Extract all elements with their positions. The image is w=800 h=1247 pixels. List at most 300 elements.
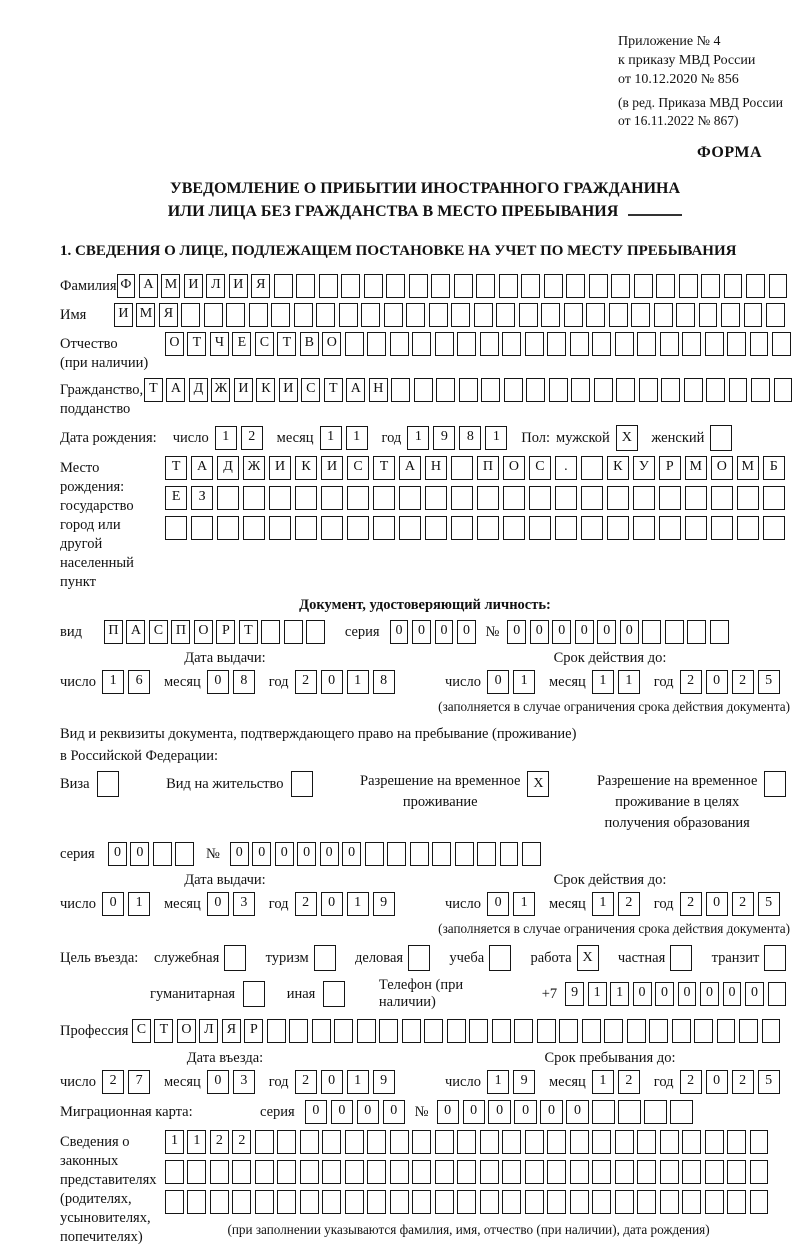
char-box[interactable] <box>365 842 384 866</box>
representatives-row-2[interactable] <box>165 1160 772 1184</box>
char-box[interactable]: Ж <box>211 378 230 402</box>
char-box[interactable] <box>316 303 335 327</box>
char-box[interactable]: М <box>685 456 707 480</box>
char-box[interactable]: И <box>269 456 291 480</box>
char-box[interactable]: Ж <box>243 456 265 480</box>
char-box[interactable]: 0 <box>331 1100 353 1124</box>
char-box[interactable]: Я <box>251 274 270 298</box>
char-box[interactable] <box>165 1160 184 1184</box>
char-box[interactable] <box>672 1019 691 1043</box>
char-box[interactable] <box>277 1190 296 1214</box>
profession-input[interactable] <box>132 1019 784 1043</box>
char-box[interactable] <box>345 332 364 356</box>
char-box[interactable] <box>631 303 650 327</box>
char-box[interactable]: 0 <box>463 1100 485 1124</box>
char-box[interactable]: Н <box>425 456 447 480</box>
char-box[interactable] <box>637 1190 656 1214</box>
char-box[interactable] <box>210 1190 229 1214</box>
char-box[interactable]: Ч <box>210 332 229 356</box>
char-box[interactable] <box>503 516 525 540</box>
char-box[interactable] <box>502 1190 521 1214</box>
char-box[interactable]: И <box>321 456 343 480</box>
char-box[interactable]: 1 <box>487 1070 509 1094</box>
char-box[interactable] <box>633 486 655 510</box>
char-box[interactable] <box>489 945 511 971</box>
char-box[interactable]: 0 <box>230 842 249 866</box>
char-box[interactable] <box>694 1019 713 1043</box>
mc-number-input[interactable] <box>437 1100 697 1124</box>
char-box[interactable] <box>502 1160 521 1184</box>
char-box[interactable] <box>390 332 409 356</box>
char-box[interactable] <box>639 378 658 402</box>
visa-checkbox[interactable] <box>97 771 123 797</box>
char-box[interactable]: 0 <box>207 892 229 916</box>
char-box[interactable] <box>435 1130 454 1154</box>
char-box[interactable] <box>435 332 454 356</box>
char-box[interactable]: 0 <box>514 1100 536 1124</box>
entry-day-input[interactable] <box>102 1070 154 1094</box>
char-box[interactable]: 0 <box>297 842 316 866</box>
char-box[interactable] <box>424 1019 443 1043</box>
business-checkbox[interactable] <box>408 945 434 971</box>
char-box[interactable] <box>269 516 291 540</box>
char-box[interactable] <box>570 1160 589 1184</box>
char-box[interactable]: 3 <box>233 892 255 916</box>
char-box[interactable] <box>384 303 403 327</box>
char-box[interactable]: 0 <box>745 982 764 1006</box>
doc-number-input[interactable] <box>507 620 732 644</box>
char-box[interactable] <box>210 1160 229 1184</box>
char-box[interactable]: 0 <box>321 670 343 694</box>
char-box[interactable]: П <box>104 620 123 644</box>
char-box[interactable] <box>412 1130 431 1154</box>
char-box[interactable] <box>319 274 338 298</box>
char-box[interactable]: 2 <box>295 892 317 916</box>
char-box[interactable]: 0 <box>706 670 728 694</box>
char-box[interactable] <box>559 1019 578 1043</box>
char-box[interactable] <box>451 303 470 327</box>
char-box[interactable] <box>476 274 495 298</box>
char-box[interactable] <box>615 1190 634 1214</box>
char-box[interactable] <box>295 486 317 510</box>
char-box[interactable]: 2 <box>732 670 754 694</box>
char-box[interactable]: 1 <box>592 1070 614 1094</box>
char-box[interactable]: 1 <box>618 670 640 694</box>
char-box[interactable] <box>592 1100 614 1124</box>
char-box[interactable]: А <box>166 378 185 402</box>
char-box[interactable] <box>727 1160 746 1184</box>
char-box[interactable]: 2 <box>295 1070 317 1094</box>
char-box[interactable] <box>477 842 496 866</box>
char-box[interactable] <box>547 1160 566 1184</box>
char-box[interactable] <box>323 981 345 1007</box>
char-box[interactable]: 0 <box>530 620 549 644</box>
char-box[interactable] <box>481 378 500 402</box>
doc-kind-input[interactable] <box>104 620 329 644</box>
char-box[interactable]: X <box>527 771 549 797</box>
char-box[interactable] <box>502 332 521 356</box>
char-box[interactable] <box>314 945 336 971</box>
char-box[interactable]: 1 <box>347 892 369 916</box>
char-box[interactable] <box>217 486 239 510</box>
char-box[interactable] <box>744 303 763 327</box>
entry-year-input[interactable] <box>295 1070 399 1094</box>
char-box[interactable]: 0 <box>435 620 454 644</box>
char-box[interactable]: 1 <box>347 1070 369 1094</box>
char-box[interactable] <box>586 303 605 327</box>
char-box[interactable] <box>226 303 245 327</box>
char-box[interactable]: 0 <box>488 1100 510 1124</box>
char-box[interactable]: О <box>177 1019 196 1043</box>
char-box[interactable] <box>480 1160 499 1184</box>
birth-year-input[interactable] <box>407 426 511 450</box>
char-box[interactable] <box>165 516 187 540</box>
char-box[interactable] <box>412 332 431 356</box>
char-box[interactable] <box>436 378 455 402</box>
char-box[interactable] <box>592 1160 611 1184</box>
char-box[interactable]: О <box>503 456 525 480</box>
char-box[interactable] <box>670 945 692 971</box>
char-box[interactable]: З <box>191 486 213 510</box>
char-box[interactable] <box>649 1019 668 1043</box>
char-box[interactable] <box>665 620 684 644</box>
res-issue-day-input[interactable] <box>102 892 154 916</box>
char-box[interactable]: И <box>114 303 133 327</box>
char-box[interactable]: И <box>279 378 298 402</box>
char-box[interactable]: Н <box>369 378 388 402</box>
char-box[interactable]: П <box>171 620 190 644</box>
char-box[interactable] <box>682 1130 701 1154</box>
char-box[interactable]: К <box>607 456 629 480</box>
char-box[interactable] <box>570 1130 589 1154</box>
char-box[interactable] <box>347 516 369 540</box>
char-box[interactable] <box>165 1190 184 1214</box>
char-box[interactable]: 1 <box>610 982 629 1006</box>
char-box[interactable]: Д <box>189 378 208 402</box>
char-box[interactable]: 0 <box>320 842 339 866</box>
char-box[interactable] <box>321 516 343 540</box>
char-box[interactable] <box>300 1190 319 1214</box>
char-box[interactable] <box>399 516 421 540</box>
phone-input[interactable] <box>565 982 790 1006</box>
char-box[interactable] <box>592 1190 611 1214</box>
char-box[interactable] <box>582 1019 601 1043</box>
char-box[interactable]: 0 <box>342 842 361 866</box>
char-box[interactable] <box>255 1190 274 1214</box>
char-box[interactable] <box>277 1130 296 1154</box>
char-box[interactable] <box>705 1130 724 1154</box>
char-box[interactable] <box>271 303 290 327</box>
char-box[interactable] <box>243 486 265 510</box>
char-box[interactable]: С <box>301 378 320 402</box>
char-box[interactable] <box>496 303 515 327</box>
char-box[interactable] <box>607 516 629 540</box>
edu-permit-checkbox[interactable] <box>764 771 790 797</box>
citizenship-input[interactable] <box>144 378 796 402</box>
char-box[interactable]: О <box>322 332 341 356</box>
char-box[interactable]: А <box>399 456 421 480</box>
char-box[interactable]: Т <box>239 620 258 644</box>
char-box[interactable]: А <box>139 274 158 298</box>
char-box[interactable] <box>710 620 729 644</box>
char-box[interactable]: 0 <box>357 1100 379 1124</box>
char-box[interactable] <box>656 274 675 298</box>
char-box[interactable] <box>529 486 551 510</box>
char-box[interactable] <box>660 332 679 356</box>
char-box[interactable] <box>679 274 698 298</box>
char-box[interactable] <box>457 1130 476 1154</box>
char-box[interactable]: 1 <box>165 1130 184 1154</box>
char-box[interactable] <box>547 1190 566 1214</box>
char-box[interactable] <box>570 332 589 356</box>
char-box[interactable]: Р <box>244 1019 263 1043</box>
char-box[interactable]: 0 <box>130 842 149 866</box>
char-box[interactable] <box>682 1160 701 1184</box>
char-box[interactable] <box>341 274 360 298</box>
char-box[interactable] <box>451 516 473 540</box>
char-box[interactable] <box>705 1160 724 1184</box>
char-box[interactable] <box>425 486 447 510</box>
stay-month-input[interactable] <box>592 1070 644 1094</box>
char-box[interactable] <box>684 378 703 402</box>
char-box[interactable] <box>249 303 268 327</box>
char-box[interactable]: 9 <box>373 892 395 916</box>
char-box[interactable]: 1 <box>485 426 507 450</box>
char-box[interactable] <box>402 1019 421 1043</box>
char-box[interactable]: М <box>136 303 155 327</box>
char-box[interactable]: 2 <box>241 426 263 450</box>
char-box[interactable] <box>457 1160 476 1184</box>
char-box[interactable] <box>727 1190 746 1214</box>
char-box[interactable] <box>300 1130 319 1154</box>
char-box[interactable] <box>529 516 551 540</box>
char-box[interactable] <box>642 620 661 644</box>
char-box[interactable]: 9 <box>565 982 584 1006</box>
sex-male-checkbox[interactable] <box>616 425 642 451</box>
char-box[interactable] <box>751 378 770 402</box>
char-box[interactable]: 9 <box>513 1070 535 1094</box>
char-box[interactable]: 0 <box>552 620 571 644</box>
char-box[interactable]: 0 <box>305 1100 327 1124</box>
char-box[interactable] <box>750 1130 769 1154</box>
entry-month-input[interactable] <box>207 1070 259 1094</box>
char-box[interactable] <box>284 620 303 644</box>
char-box[interactable] <box>521 274 540 298</box>
char-box[interactable] <box>261 620 280 644</box>
char-box[interactable] <box>682 332 701 356</box>
char-box[interactable] <box>204 303 223 327</box>
char-box[interactable]: 0 <box>487 670 509 694</box>
char-box[interactable] <box>409 274 428 298</box>
char-box[interactable] <box>519 303 538 327</box>
char-box[interactable] <box>525 1160 544 1184</box>
char-box[interactable] <box>589 274 608 298</box>
char-box[interactable] <box>699 303 718 327</box>
char-box[interactable] <box>432 842 451 866</box>
char-box[interactable] <box>727 332 746 356</box>
char-box[interactable] <box>451 456 473 480</box>
char-box[interactable] <box>296 274 315 298</box>
char-box[interactable]: 0 <box>706 892 728 916</box>
char-box[interactable] <box>390 1130 409 1154</box>
char-box[interactable] <box>357 1019 376 1043</box>
char-box[interactable] <box>361 303 380 327</box>
study-checkbox[interactable] <box>489 945 515 971</box>
char-box[interactable] <box>255 1160 274 1184</box>
char-box[interactable]: С <box>132 1019 151 1043</box>
char-box[interactable] <box>615 1130 634 1154</box>
char-box[interactable]: X <box>577 945 599 971</box>
birth-place-row-2[interactable] <box>165 486 789 510</box>
char-box[interactable] <box>705 332 724 356</box>
char-box[interactable]: О <box>711 456 733 480</box>
issue-year-input[interactable] <box>295 670 399 694</box>
char-box[interactable] <box>676 303 695 327</box>
char-box[interactable] <box>321 486 343 510</box>
char-box[interactable] <box>435 1160 454 1184</box>
char-box[interactable]: Р <box>659 456 681 480</box>
char-box[interactable] <box>477 486 499 510</box>
char-box[interactable] <box>644 1100 666 1124</box>
char-box[interactable]: Т <box>144 378 163 402</box>
char-box[interactable] <box>547 332 566 356</box>
char-box[interactable]: О <box>165 332 184 356</box>
char-box[interactable] <box>502 1130 521 1154</box>
char-box[interactable] <box>705 1190 724 1214</box>
char-box[interactable]: 2 <box>680 892 702 916</box>
char-box[interactable] <box>710 425 732 451</box>
char-box[interactable] <box>408 945 430 971</box>
char-box[interactable] <box>763 486 785 510</box>
char-box[interactable] <box>687 620 706 644</box>
char-box[interactable]: С <box>149 620 168 644</box>
char-box[interactable] <box>217 516 239 540</box>
char-box[interactable] <box>364 274 383 298</box>
char-box[interactable] <box>480 1130 499 1154</box>
char-box[interactable]: Т <box>165 456 187 480</box>
char-box[interactable] <box>367 1160 386 1184</box>
char-box[interactable] <box>604 1019 623 1043</box>
char-box[interactable]: О <box>194 620 213 644</box>
work-checkbox[interactable] <box>577 945 603 971</box>
char-box[interactable] <box>627 1019 646 1043</box>
char-box[interactable]: 2 <box>618 1070 640 1094</box>
char-box[interactable] <box>746 274 765 298</box>
char-box[interactable]: 9 <box>373 1070 395 1094</box>
char-box[interactable] <box>525 1190 544 1214</box>
char-box[interactable] <box>391 378 410 402</box>
char-box[interactable] <box>774 378 793 402</box>
char-box[interactable]: 0 <box>655 982 674 1006</box>
char-box[interactable] <box>187 1190 206 1214</box>
char-box[interactable]: И <box>229 274 248 298</box>
char-box[interactable] <box>295 516 317 540</box>
char-box[interactable]: 0 <box>321 892 343 916</box>
char-box[interactable]: 1 <box>346 426 368 450</box>
char-box[interactable]: 6 <box>128 670 150 694</box>
char-box[interactable]: 0 <box>321 1070 343 1094</box>
char-box[interactable] <box>637 1130 656 1154</box>
char-box[interactable] <box>514 1019 533 1043</box>
char-box[interactable] <box>772 332 791 356</box>
char-box[interactable]: 0 <box>383 1100 405 1124</box>
given-name-input[interactable] <box>114 303 789 327</box>
char-box[interactable] <box>547 1130 566 1154</box>
char-box[interactable] <box>685 486 707 510</box>
res-expiry-month-input[interactable] <box>592 892 644 916</box>
char-box[interactable]: 2 <box>680 670 702 694</box>
char-box[interactable] <box>469 1019 488 1043</box>
char-box[interactable] <box>322 1130 341 1154</box>
char-box[interactable] <box>306 620 325 644</box>
char-box[interactable] <box>243 981 265 1007</box>
char-box[interactable]: 0 <box>700 982 719 1006</box>
char-box[interactable] <box>499 274 518 298</box>
char-box[interactable]: 2 <box>618 892 640 916</box>
char-box[interactable]: 8 <box>373 670 395 694</box>
char-box[interactable] <box>615 332 634 356</box>
char-box[interactable]: 0 <box>620 620 639 644</box>
char-box[interactable] <box>322 1190 341 1214</box>
char-box[interactable] <box>431 274 450 298</box>
char-box[interactable] <box>274 274 293 298</box>
char-box[interactable] <box>232 1160 251 1184</box>
char-box[interactable] <box>435 1190 454 1214</box>
char-box[interactable] <box>255 1130 274 1154</box>
char-box[interactable] <box>480 1190 499 1214</box>
char-box[interactable] <box>447 1019 466 1043</box>
char-box[interactable] <box>581 456 603 480</box>
other-checkbox[interactable] <box>323 981 349 1007</box>
birth-day-input[interactable] <box>215 426 267 450</box>
char-box[interactable]: 1 <box>347 670 369 694</box>
char-box[interactable]: 5 <box>758 670 780 694</box>
char-box[interactable]: 0 <box>252 842 271 866</box>
char-box[interactable] <box>633 516 655 540</box>
char-box[interactable]: П <box>477 456 499 480</box>
representatives-row-3[interactable] <box>165 1190 772 1214</box>
char-box[interactable]: 1 <box>407 426 429 450</box>
char-box[interactable]: 0 <box>566 1100 588 1124</box>
expiry-year-input[interactable] <box>680 670 784 694</box>
char-box[interactable]: 0 <box>207 670 229 694</box>
char-box[interactable] <box>566 274 585 298</box>
char-box[interactable] <box>367 1130 386 1154</box>
char-box[interactable]: X <box>616 425 638 451</box>
char-box[interactable] <box>739 1019 758 1043</box>
char-box[interactable]: 5 <box>758 1070 780 1094</box>
char-box[interactable]: Я <box>222 1019 241 1043</box>
char-box[interactable] <box>269 486 291 510</box>
char-box[interactable]: Е <box>232 332 251 356</box>
char-box[interactable] <box>549 378 568 402</box>
char-box[interactable] <box>555 516 577 540</box>
char-box[interactable]: Б <box>763 456 785 480</box>
char-box[interactable] <box>766 303 785 327</box>
char-box[interactable]: 5 <box>758 892 780 916</box>
char-box[interactable] <box>289 1019 308 1043</box>
char-box[interactable] <box>412 1190 431 1214</box>
expiry-month-input[interactable] <box>592 670 644 694</box>
mc-series-input[interactable] <box>305 1100 409 1124</box>
char-box[interactable]: 1 <box>187 1130 206 1154</box>
char-box[interactable] <box>312 1019 331 1043</box>
char-box[interactable] <box>763 516 785 540</box>
char-box[interactable]: 1 <box>320 426 342 450</box>
char-box[interactable] <box>737 486 759 510</box>
char-box[interactable] <box>594 378 613 402</box>
char-box[interactable] <box>277 1160 296 1184</box>
